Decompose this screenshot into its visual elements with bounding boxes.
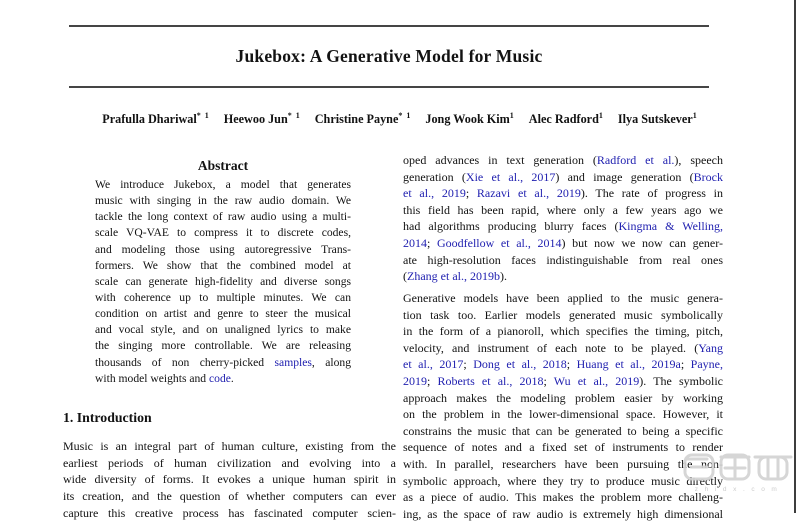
- text-line: [63, 505, 396, 522]
- citation-link[interactable]: samples: [274, 355, 312, 369]
- zhidx-watermark: [679, 449, 795, 493]
- text-line: [403, 489, 723, 506]
- text-line: [403, 169, 723, 186]
- citation-link[interactable]: Wu et al., 2019: [553, 373, 640, 388]
- text-line: [403, 202, 723, 219]
- author-name: Prafulla Dhariwal$^{* 1}$: [102, 111, 210, 127]
- text-line: [403, 423, 723, 440]
- text-run: its creation, and the question of whether computers can ever: [63, 489, 396, 504]
- text-run: ate high-resolution faces indistinguishable from real ones: [403, 252, 723, 267]
- text-run: ). The symbolic: [639, 373, 723, 388]
- text-line: [403, 456, 723, 473]
- text-line: [63, 488, 396, 505]
- citation-link[interactable]: Razavi et al., 2019: [476, 186, 581, 201]
- text-line: [403, 185, 723, 202]
- text-line: [95, 338, 351, 354]
- text-run: (: [403, 269, 407, 284]
- text-run: with. In parallel, researchers have been pursuing the non-: [403, 456, 723, 471]
- text-run: sequence of notes and a fixed set of instruments to render: [403, 440, 723, 455]
- text-line: [95, 355, 351, 371]
- text-run: oped advances in text generation (: [403, 153, 597, 167]
- text-run: had algorithms producing blurry faces (: [403, 219, 619, 234]
- citation-link[interactable]: Dong et al., 2018: [473, 357, 567, 372]
- citation-link[interactable]: 2014: [403, 235, 427, 250]
- text-run: generation (: [403, 169, 466, 184]
- watermark-domain: z h i d x . c o m: [694, 486, 780, 493]
- text-run: Generative models have been applied to the music genera-: [403, 291, 723, 305]
- text-line: [95, 258, 351, 274]
- text-line: [403, 235, 723, 252]
- citation-link[interactable]: 2019: [403, 373, 427, 388]
- text-run: tion task too. Earlier models generated music symbolically: [403, 307, 723, 322]
- author-name: Heewoo Jun$^{* 1}$: [223, 111, 301, 127]
- text-line: [403, 390, 723, 407]
- text-run: symbolic approach, where they try to produce music directly: [403, 473, 723, 488]
- text-run: , along: [311, 355, 351, 369]
- text-line: [95, 290, 351, 306]
- text-run: condition on artist and genre to steer the musical: [95, 307, 351, 321]
- text-run: and vocal style, and on unaligned lyrics to make: [95, 323, 351, 337]
- text-run: with coherence up to multiple minutes. We can: [95, 290, 351, 304]
- text-run: wide diversity of forms. It evokes a unique human spirit in: [63, 472, 396, 487]
- text-run: ) but now we now can gener-: [561, 235, 723, 250]
- citation-link[interactable]: Roberts et al., 2018: [437, 373, 544, 388]
- text-run: Music is an integral part of human culture, existing from the: [63, 439, 396, 453]
- text-line: [95, 225, 351, 241]
- text-run: this field has been rapid, where only a few years ago we: [403, 202, 723, 217]
- page-edge-line: [794, 0, 796, 513]
- text-line: [403, 152, 723, 169]
- text-run: thousands of non cherry-picked: [95, 355, 275, 369]
- introduction-paragraph: [63, 438, 396, 521]
- text-line: [63, 455, 396, 472]
- text-run: and modeling those using autoregressive Trans-: [95, 242, 351, 256]
- text-run: in the form of a pianoroll, which specifies the timing, pitch,: [403, 324, 723, 339]
- text-line: [63, 471, 396, 488]
- author-name: Christine Payne$^{* 1}$: [314, 111, 412, 127]
- citation-link[interactable]: Huang et al., 2019a: [576, 357, 681, 372]
- citation-link[interactable]: Xie et al., 2017: [465, 169, 556, 184]
- citation-link[interactable]: Payne,: [690, 357, 723, 372]
- text-line: [403, 340, 723, 357]
- text-run: ;: [427, 373, 438, 388]
- text-run: ;: [465, 186, 477, 201]
- text-line: [403, 268, 723, 285]
- author-name: Ilya Sutskever$^1$: [617, 111, 698, 127]
- title-rule-bottom: [69, 86, 709, 88]
- text-line: [403, 323, 723, 340]
- abstract-paragraph: [95, 177, 351, 387]
- text-line: [403, 439, 723, 456]
- citation-link[interactable]: code: [209, 371, 231, 385]
- citation-link[interactable]: Goodfellow et al., 2014: [436, 235, 562, 250]
- text-run: music with singing in the raw audio domain. We: [95, 194, 351, 208]
- right-column-paragraph-1: [403, 152, 723, 285]
- text-run: ;: [566, 357, 577, 372]
- citation-link[interactable]: Zhang et al., 2019b: [407, 269, 500, 284]
- text-line: [95, 371, 351, 387]
- author-name: Alec Radford$^1$: [528, 111, 604, 127]
- citation-link[interactable]: Yang: [698, 340, 723, 355]
- text-line: [95, 274, 351, 290]
- text-run: .: [230, 371, 234, 385]
- citation-link[interactable]: Kingma & Welling,: [618, 219, 723, 234]
- text-run: constrains the music that can be generated to being a specific: [403, 423, 723, 438]
- text-run: ). The rate of progress in: [580, 186, 723, 201]
- text-run: earliest periods of human civilization and evolving into a: [63, 455, 396, 470]
- text-run: the singing more controllable. We are releasing: [95, 339, 351, 353]
- text-line: [63, 438, 396, 455]
- text-line: [403, 356, 723, 373]
- text-run: scale can generate high-fidelity and diverse songs: [95, 274, 351, 288]
- right-column-paragraph-2: [403, 290, 723, 522]
- introduction-heading: 1. Introduction: [63, 410, 152, 425]
- citation-link[interactable]: Radford et al.: [596, 153, 675, 167]
- text-line: [95, 193, 351, 209]
- text-run: ing, as the space of raw audio is extremely high dimensional: [403, 506, 723, 521]
- text-line: [403, 506, 723, 522]
- text-run: ), speech: [674, 153, 723, 167]
- text-line: [403, 290, 723, 307]
- text-run: ) and image generation (: [555, 169, 694, 184]
- text-line: [95, 209, 351, 225]
- author-line: [50, 111, 750, 127]
- text-line: [403, 252, 723, 269]
- paper-title: Jukebox: A Generative Model for Music: [235, 46, 543, 66]
- abstract-heading: Abstract: [197, 158, 249, 173]
- text-run: tackle the long context of raw audio using a multi-: [95, 210, 351, 224]
- author-name: Jong Wook Kim$^1$: [425, 111, 515, 127]
- text-run: velocity, and instrument of each note to be played. (: [403, 340, 699, 355]
- text-run: ;: [680, 357, 691, 372]
- text-run: ).: [499, 269, 507, 284]
- text-run: ;: [427, 235, 437, 250]
- citation-link[interactable]: et al., 2019: [403, 186, 466, 201]
- text-line: [95, 322, 351, 338]
- text-run: capture this creative process has fascinated computer scien-: [63, 505, 396, 520]
- text-run: approach makes the modeling problem easier by working: [403, 390, 723, 405]
- text-line: [95, 306, 351, 322]
- text-run: as a piece of audio. This makes the problem more challeng-: [403, 490, 723, 505]
- text-line: [95, 242, 351, 258]
- citation-link[interactable]: et al., 2017: [403, 357, 464, 372]
- text-line: [403, 473, 723, 490]
- text-run: scale VQ-VAE to compress it to discrete codes,: [95, 226, 351, 240]
- text-run: on the problem in the lower-dimensional space. However, it: [403, 407, 723, 422]
- text-line: [403, 406, 723, 423]
- citation-link[interactable]: Brock: [693, 169, 723, 184]
- text-run: ;: [463, 357, 474, 372]
- text-run: formers. We show that the combined model at: [95, 258, 351, 272]
- text-line: [95, 177, 351, 193]
- zhidx-logo-icon: [681, 449, 793, 485]
- text-run: with model weights and: [95, 371, 209, 385]
- text-line: [403, 307, 723, 324]
- text-run: We introduce Jukebox, a model that generates: [95, 178, 351, 191]
- text-line: [403, 373, 723, 390]
- title-rule-top: [69, 25, 709, 27]
- text-run: ;: [543, 373, 554, 388]
- text-line: [403, 218, 723, 235]
